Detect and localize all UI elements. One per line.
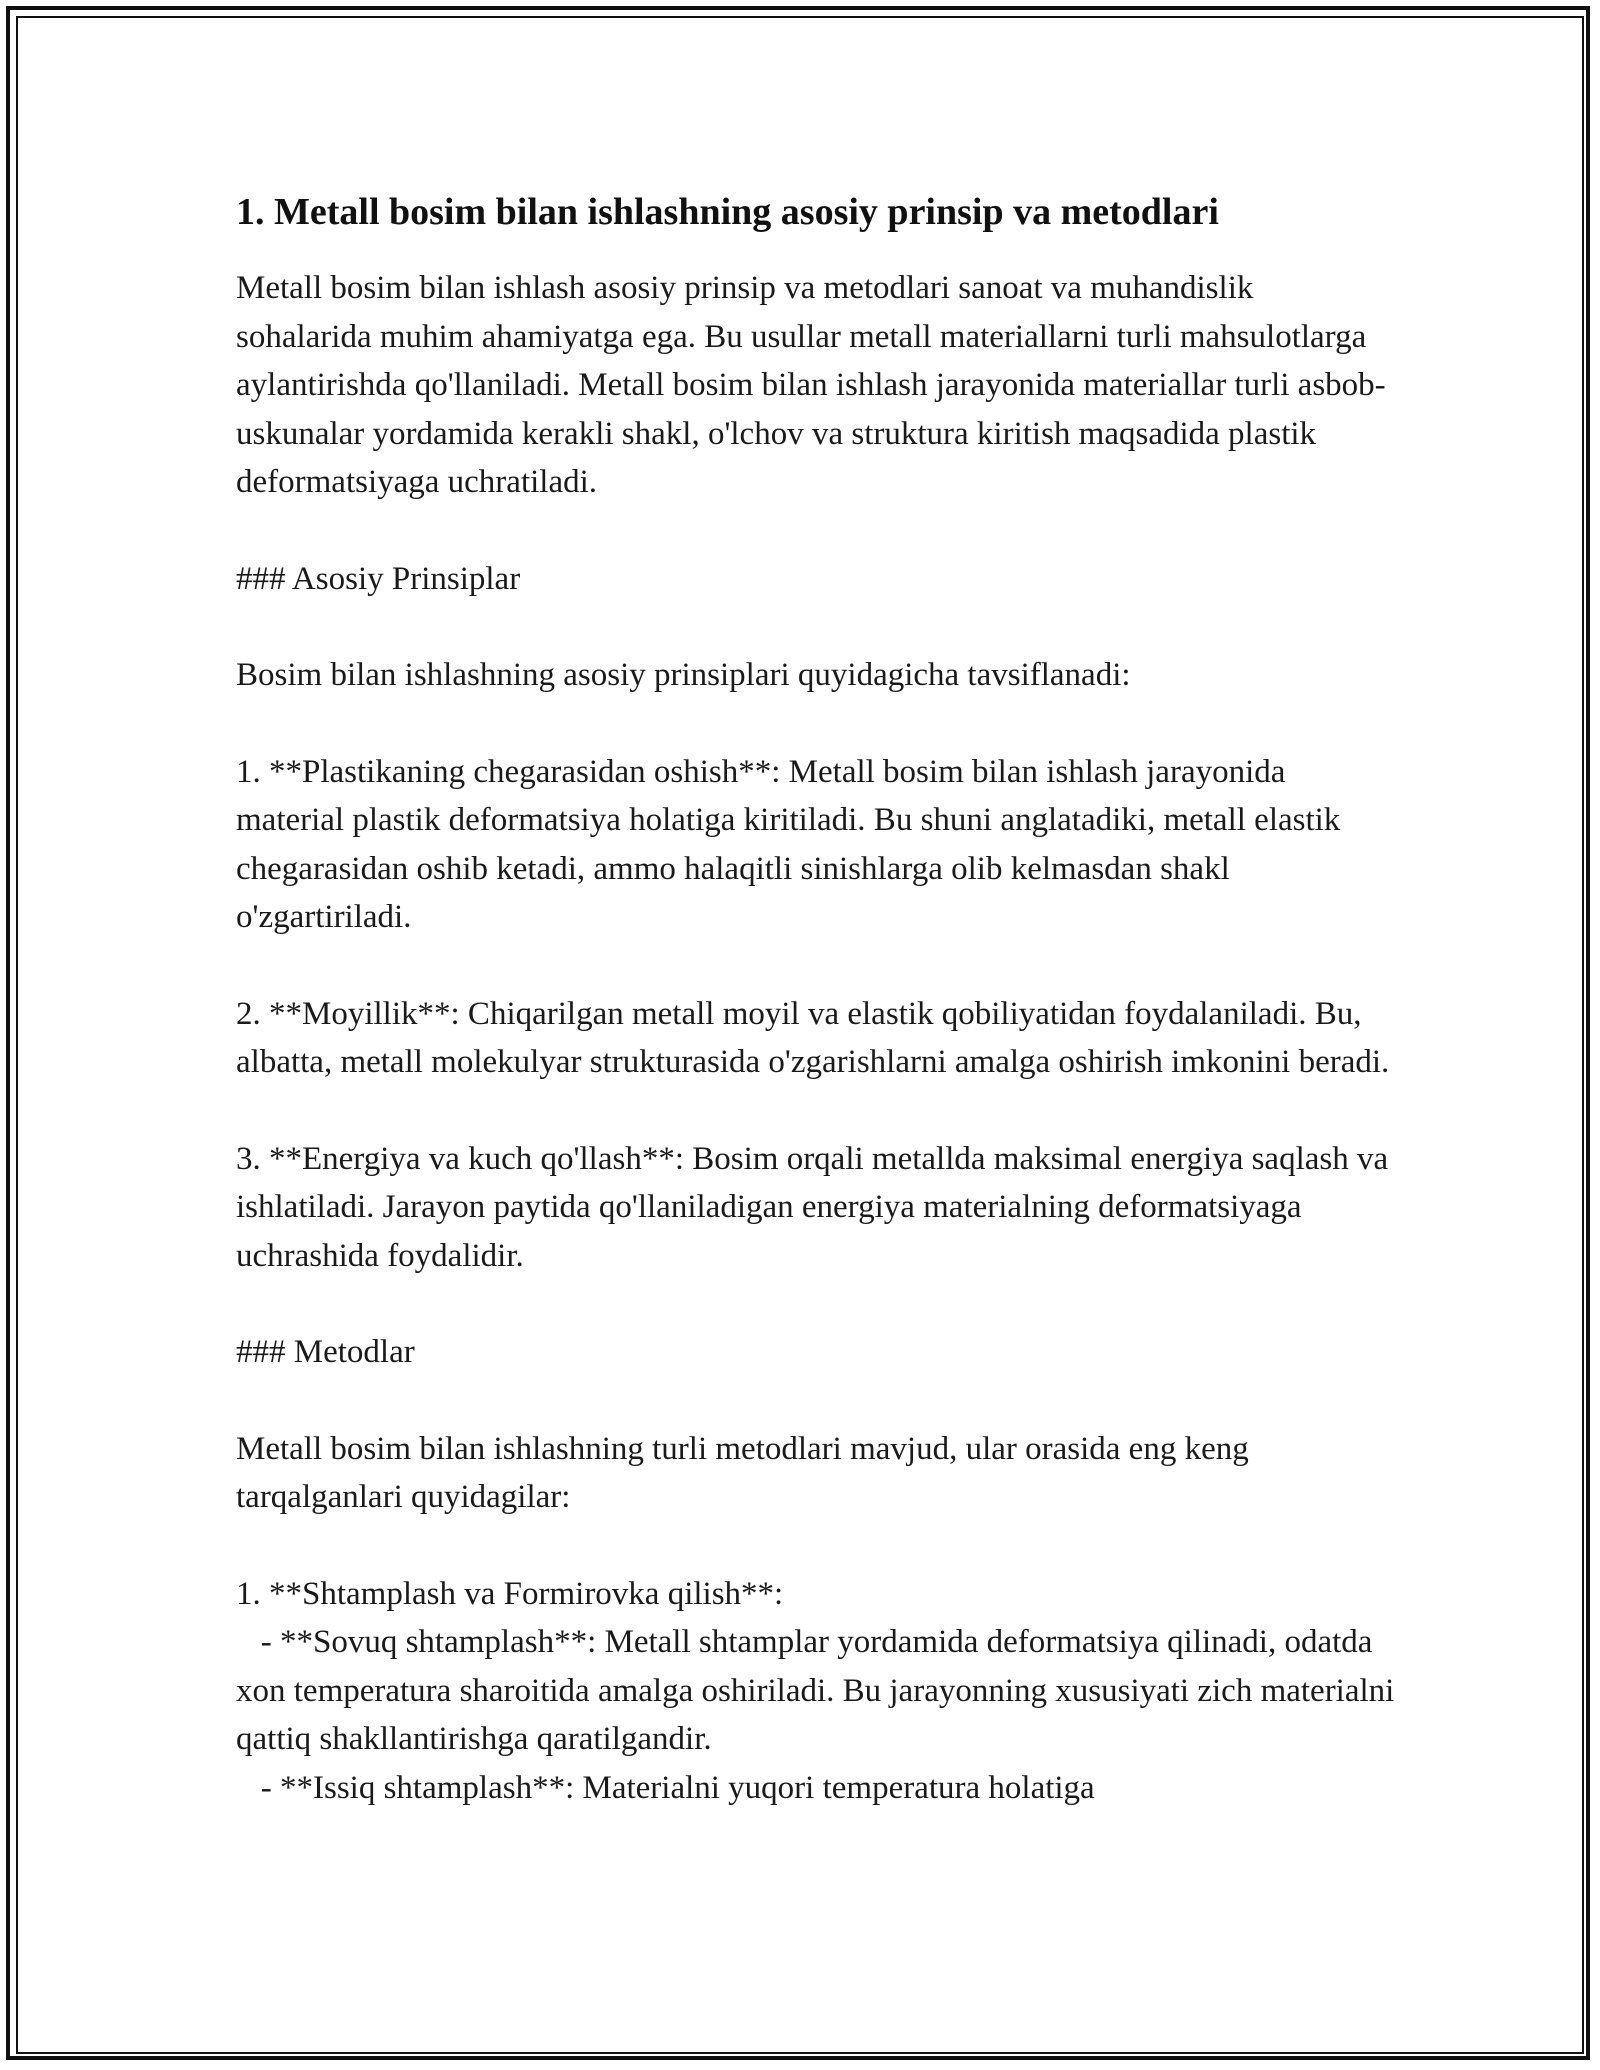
method-subitem-hot: - **Issiq shtamplash**: Materialni yuqori temperatura holatiga: [236, 1769, 1095, 1806]
principles-intro: Bosim bilan ishlashning asosiy prinsiplari quyidagicha tavsiflanadi:: [236, 657, 1131, 693]
methods-list: [236, 1570, 1403, 1813]
document-title: 1. Metall bosim bilan ishlashning asosiy prinsip va metodlari: [236, 191, 1219, 233]
principle-item-2: 2. **Moyillik**: Chiqarilgan metall moyil va elastik qobiliyatidan foydalaniladi. Bu, albatta, metall molekulyar strukturasida o'zgarishlarni amalga oshirish imkonini beradi.: [236, 995, 1390, 1080]
intro-paragraph: Metall bosim bilan ishlash asosiy prinsip va metodlari sanoat va muhandislik sohalarida muhim ahamiyatga ega. Bu usullar metall materiallarni turli mahsulotlarga aylantirishda qo'llaniladi. Metall bosim bilan ishlash jarayonida materiallar turli asbob-uskunalar yordamida kerakli shakl, o'lchov va struktura kiritish maqsadida plastik deformatsiyaga uchratiladi.: [236, 270, 1386, 500]
principle-item-1: 1. **Plastikaning chegarasidan oshish**: Metall bosim bilan ishlash jarayonida material plastik deformatsiya holatiga kiritiladi. Bu shuni anglatadiki, metall elastik chegarasidan oshib ketadi, ammo halaqitli sinishlarga olib kelmasdan shakl o'zgartiriladi.: [236, 753, 1349, 935]
method-item-1: 1. **Shtamplash va Formirovka qilish**:: [236, 1575, 784, 1612]
methods-intro: Metall bosim bilan ishlashning turli metodlari mavjud, ular orasida eng keng tarqalganlari quyidagilar:: [236, 1430, 1257, 1515]
section-heading-methods: ### Metodlar: [236, 1334, 415, 1370]
document-body: [236, 186, 1403, 1812]
method-subitem-cold: - **Sovuq shtamplash**: Metall shtamplar yordamida deformatsiya qilinadi, odatda xon temperatura sharoitida amalga oshiriladi. Bu jarayonning xususiyati zich materialni qattiq shakllantirishga qaratilgandir.: [236, 1624, 1403, 1757]
principle-item-3: 3. **Energiya va kuch qo'llash**: Bosim orqali metallda maksimal energiya saqlash va ishlatiladi. Jarayon paytida qo'llaniladigan energiya materialning deformatsiyaga uchrashida foydalidir.: [236, 1140, 1397, 1274]
section-heading-principles: ### Asosiy Prinsiplar: [236, 560, 521, 597]
